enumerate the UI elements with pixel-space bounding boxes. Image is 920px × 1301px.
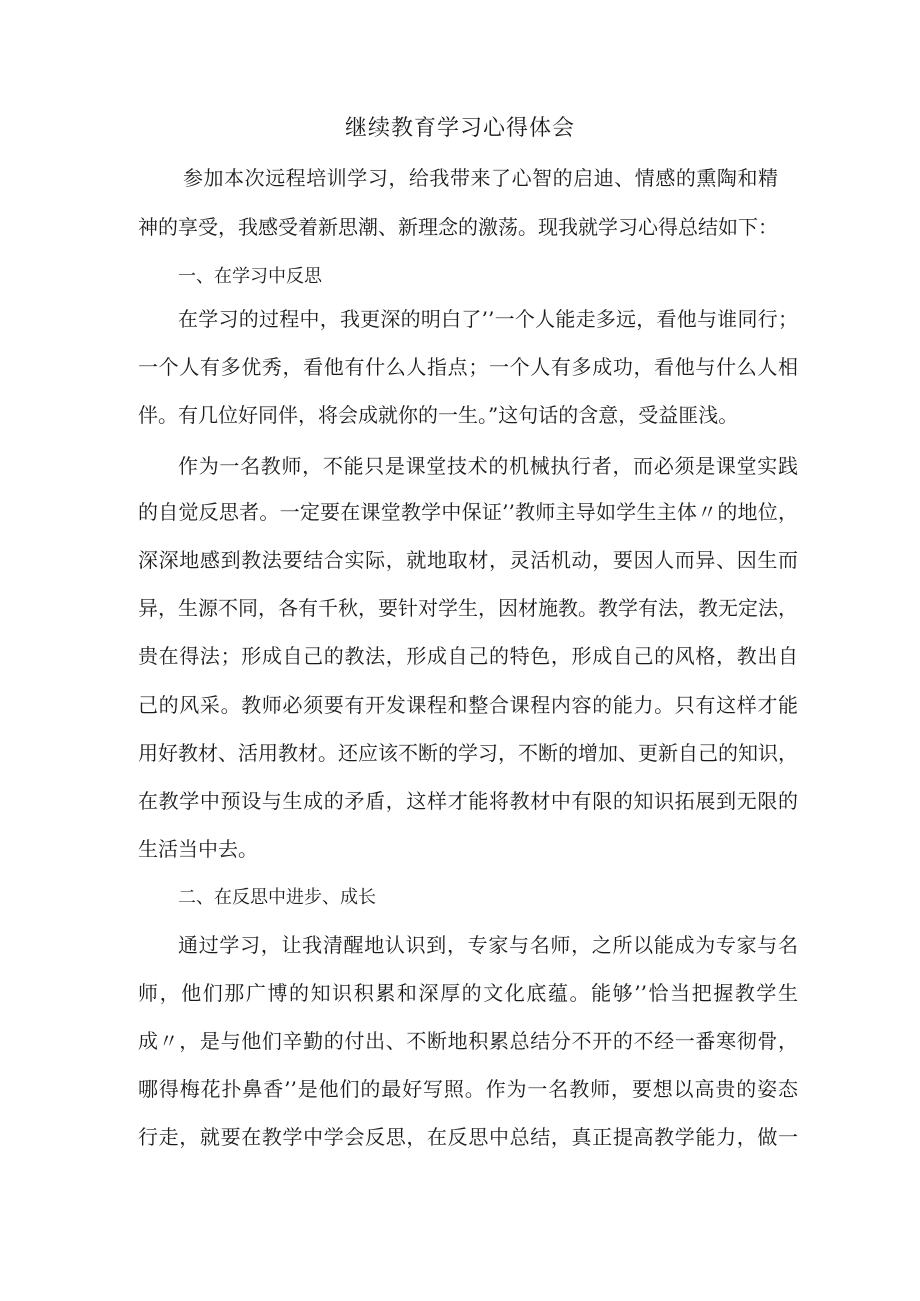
- paragraph-line: 师，他们那广博的知识积累和深厚的文化底蕴。能够’’恰当把握教学生: [138, 981, 798, 1005]
- section-heading-1: 一、在学习中反思: [178, 266, 322, 287]
- paragraph-line: 行走，就要在教学中学会反思，在反思中总结，真正提高教学能力，做一: [138, 1125, 798, 1149]
- paragraph-line: 哪得梅花扑鼻香’’是他们的最好写照。作为一名教师，要想以高贵的姿态: [138, 1077, 798, 1101]
- paragraph-line: 作为一名教师，不能只是课堂技术的机械执行者，而必须是课堂实践: [178, 454, 798, 478]
- paragraph-line: 通过学习，让我清醒地认识到，专家与名师，之所以能成为专家与名: [178, 933, 798, 957]
- paragraph-line: 生活当中去。: [138, 837, 258, 861]
- intro-line: 神的享受，我感受着新思潮、新理念的激荡。现我就学习心得总结如下：: [138, 215, 778, 239]
- paragraph-line: 深深地感到教法要结合实际，就地取材，灵活机动，要因人而异、因生而: [138, 548, 798, 572]
- paragraph-line: 的自觉反思者。一定要在课堂教学中保证’’教师主导如学生主体〃的地位，: [138, 500, 798, 524]
- paragraph-line: 贵在得法；形成自己的教法，形成自己的特色，形成自己的风格，教出自: [138, 644, 798, 668]
- paragraph-line: 用好教材、活用教材。还应该不断的学习，不断的增加、更新自己的知识，: [138, 741, 798, 765]
- document-title: 继续教育学习心得体会: [344, 116, 575, 141]
- paragraph-line: 在学习的过程中，我更深的明白了’’一个人能走多远，看他与谁同行；: [178, 307, 798, 331]
- paragraph-line: 己的风采。教师必须要有开发课程和整合课程内容的能力。只有这样才能: [138, 693, 798, 717]
- section-heading-2: 二、在反思中进步、成长: [178, 887, 376, 908]
- paragraph-line: 在教学中预设与生成的矛盾，这样才能将教材中有限的知识拓展到无限的: [138, 789, 798, 813]
- paragraph-line: 成〃，是与他们辛勤的付出、不断地积累总结分不开的不经一番寒彻骨，: [138, 1029, 798, 1053]
- paragraph-line: 异，生源不同，各有千秋，要针对学生，因材施教。教学有法，教无定法，: [138, 596, 798, 620]
- intro-line: 参加本次远程培训学习，给我带来了心智的启迪、情感的熏陶和精: [183, 166, 778, 190]
- paragraph-line: 一个人有多优秀，看他有什么人指点；一个人有多成功，看他与什么人相: [138, 355, 798, 379]
- paragraph-line: 伴。有几位好同伴，将会成就你的一生。”这句话的含意，受益匪浅。: [138, 403, 739, 427]
